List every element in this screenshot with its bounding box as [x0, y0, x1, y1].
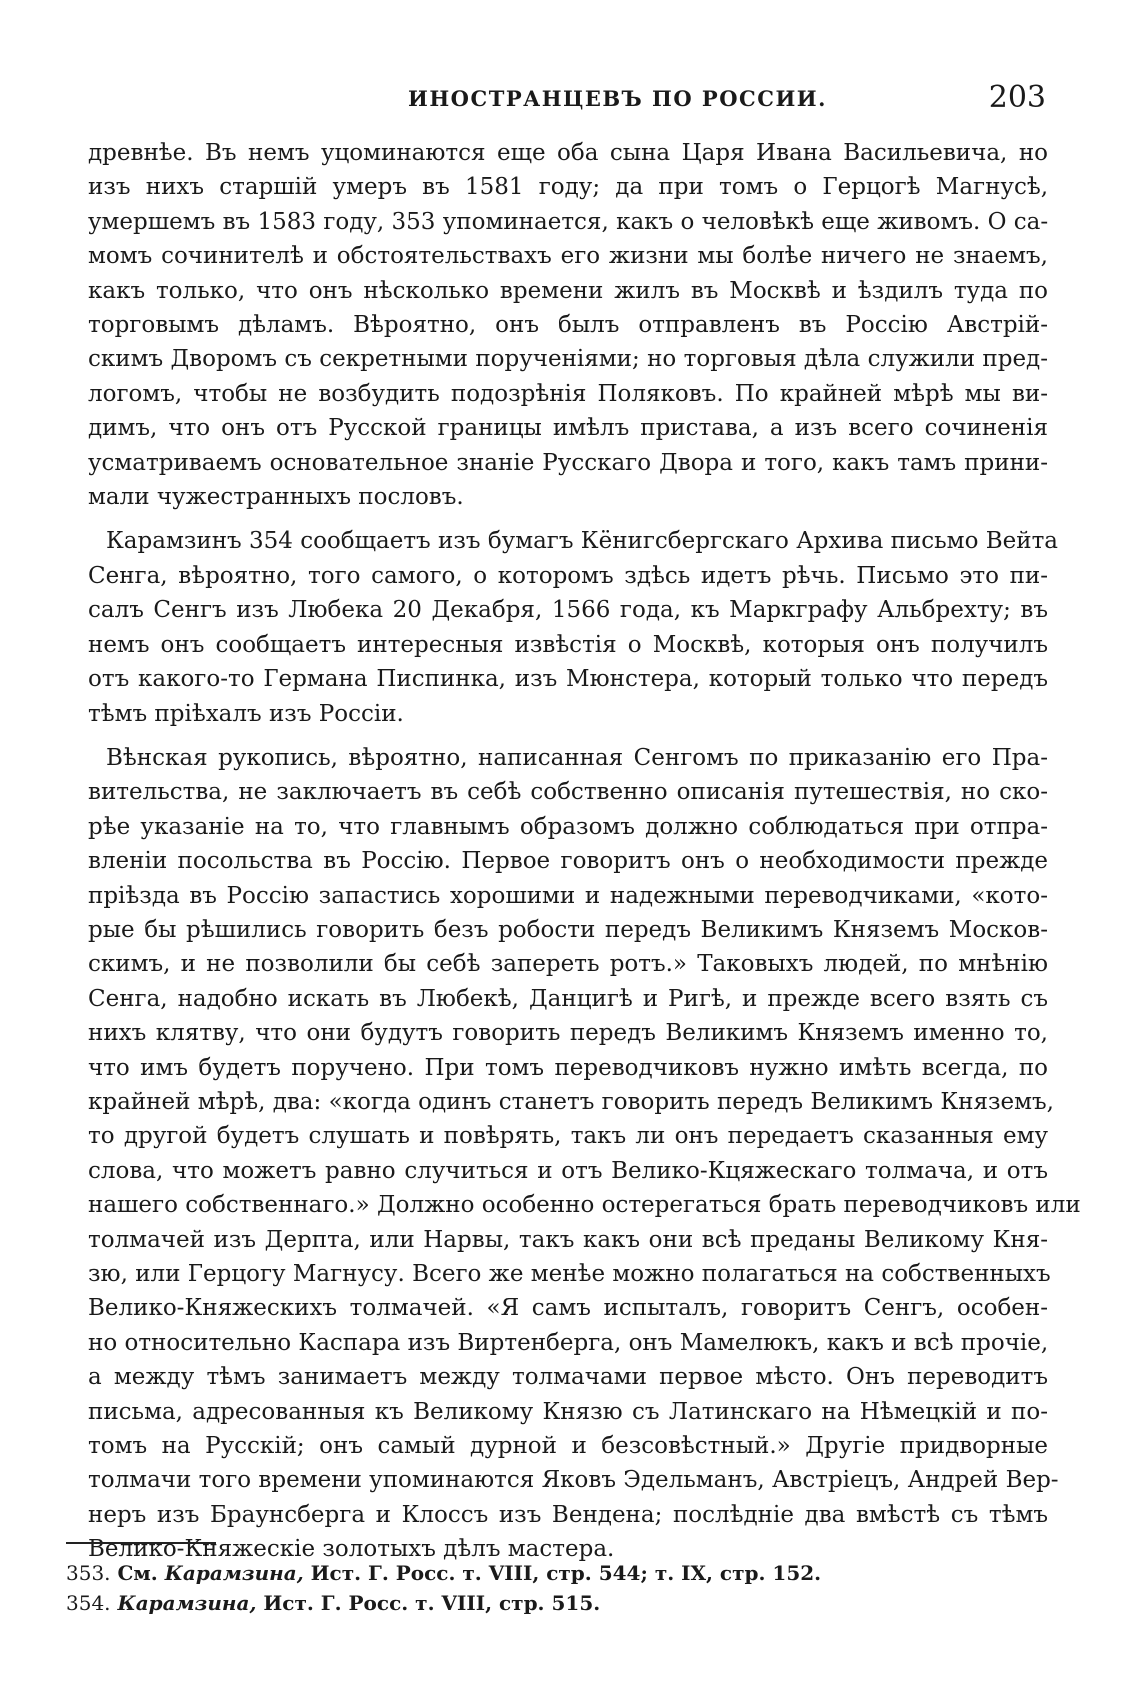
page-number: 203 — [988, 80, 1046, 115]
text-line: неръ изъ Браунсберга и Клоссъ изъ Вендена; послѣдніе два вмѣстѣ съ тѣмъ — [88, 1501, 1048, 1528]
text-line: отъ какого-то Германа Писпинка, изъ Мюнстера, который только что передъ — [88, 666, 1048, 693]
text-line: скимъ Дворомъ съ секретными порученіями; но торговыя дѣла служили пред- — [88, 346, 1048, 373]
text-line: рые бы рѣшились говорить безъ робости передъ Великимъ Княземъ Москов- — [88, 916, 1048, 943]
body-text — [88, 136, 1081, 1577]
text-line: скимъ, и не позволили бы себѣ запереть ротъ.» Таковыхъ людей, по мнѣнію — [88, 951, 1048, 978]
text-line: усматриваемъ основательное знаніе Русскаго Двора и того, какъ тамъ прини- — [88, 449, 1048, 476]
text-line: Велико-Княжескіе золотыхъ дѣлъ мастера. — [88, 1536, 615, 1563]
footnote-citation: Ист. Г. Росс. т. VIII, стр. 515. — [263, 1591, 601, 1615]
footnotes — [66, 1558, 1046, 1618]
footnote-number: 353. — [66, 1561, 111, 1585]
footnote-353 — [66, 1558, 1046, 1588]
text-line: пріѣзда въ Россію запастись хорошими и надежными переводчиками, «кото- — [88, 882, 1048, 909]
paragraph-3 — [88, 741, 1081, 1567]
text-line: рѣе указаніе на то, что главнымъ образомъ должно соблюдаться при отпра- — [88, 813, 1048, 840]
paragraph-2 — [88, 524, 1059, 730]
text-line: толмачей изъ Дерпта, или Нарвы, такъ какъ они всѣ преданы Великому Кня- — [88, 1226, 1048, 1253]
footnote-author: Карамзина, — [164, 1561, 304, 1585]
text-line: что имъ будетъ поручено. При томъ переводчиковъ нужно имѣть всегда, по — [88, 1054, 1048, 1081]
text-line: зю, или Герцогу Магнусу. Всего же менѣе можно полагаться на собственныхъ — [88, 1261, 1051, 1287]
text-line: момъ сочинителѣ и обстоятельствахъ его жизни мы болѣе ничего не знаемъ, — [88, 243, 1048, 270]
footnote-number: 354. — [66, 1591, 111, 1615]
text-line: Сенга, надобно искать въ Любекѣ, Данцигѣ и Ригѣ, и прежде всего взять съ — [88, 985, 1048, 1012]
page-header — [88, 80, 1054, 124]
text-line: древнѣе. Въ немъ уцоминаются еще оба сына Царя Ивана Васильевича, но — [88, 140, 1048, 166]
footnote-author: Карамзина, — [117, 1591, 257, 1615]
footnote-354 — [66, 1588, 1046, 1618]
text-line: слова, что можетъ равно случиться и отъ Велико-Кцяжескаго толмача, и отъ — [88, 1157, 1048, 1184]
text-line: толмачи того времени упоминаются Яковъ Эдельманъ, Австріецъ, Андрей Вер- — [88, 1467, 1059, 1494]
text-line: но относительно Каспара изъ Виртенберга, онъ Мамелюкъ, какъ и всѣ прочіе, — [88, 1329, 1049, 1356]
text-line: Карамзинъ 354 сообщаетъ изъ бумагъ Кёнигсбергскаго Архива письмо Вейта — [106, 528, 1059, 555]
footnote-divider — [66, 1542, 216, 1544]
text-line: логомъ, чтобы не возбудить подозрѣнія Поляковъ. По крайней мѣрѣ мы ви- — [88, 380, 1048, 407]
text-line: изъ нихъ старшій умеръ въ 1581 году; да при томъ о Герцогѣ Магнусѣ, — [88, 174, 1048, 201]
text-line: торговымъ дѣламъ. Вѣроятно, онъ былъ отправленъ въ Россію Австрій- — [88, 312, 1048, 339]
paragraph-1 — [88, 136, 1048, 514]
text-line: тѣмъ пріѣхалъ изъ Россіи. — [88, 700, 404, 727]
text-line: салъ Сенгъ изъ Любека 20 Декабря, 1566 года, къ Маркграфу Альбрехту; въ — [88, 597, 1048, 624]
text-line: вленіи посольства въ Россію. Первое говоритъ онъ о необходимости прежде — [88, 848, 1048, 875]
text-line: умершемъ въ 1583 году, 353 упоминается, какъ о человѣкѣ еще живомъ. О са- — [88, 208, 1049, 235]
running-title: ИНОСТРАНЦЕВЪ ПО РОССИИ. — [408, 86, 827, 111]
text-line: какъ только, что онъ нѣсколько времени жилъ въ Москвѣ и ѣздилъ туда по — [88, 277, 1048, 304]
text-line: Велико-Княжескихъ толмачей. «Я самъ испыталъ, говоритъ Сенгъ, особен- — [88, 1295, 1048, 1322]
text-line: а между тѣмъ занимаетъ между толмачами первое мѣсто. Онъ переводитъ — [88, 1364, 1048, 1391]
text-line: крайней мѣрѣ, два: «когда одинъ станетъ говорить передъ Великимъ Княземъ, — [88, 1088, 1054, 1115]
footnote-pre: См. — [117, 1561, 158, 1585]
text-line: томъ на Русскій; онъ самый дурной и безсовѣстный.» Другіе придворные — [88, 1433, 1048, 1460]
text-line: мали чужестранныхъ пословъ. — [88, 484, 464, 511]
text-line: Вѣнская рукопись, вѣроятно, написанная Сенгомъ по приказанію его Пра- — [106, 744, 1048, 771]
footnote-citation: Ист. Г. Росс. т. VIII, стр. 544; т. IX, стр. 152. — [310, 1561, 822, 1585]
text-line: то другой будетъ слушать и повѣрять, такъ ли онъ передаетъ сказанныя ему — [88, 1123, 1048, 1150]
text-line: нашего собственнаго.» Должно особенно остерегаться брать переводчиковъ или — [88, 1192, 1081, 1219]
text-line: немъ онъ сообщаетъ интересныя извѣстія о Москвѣ, которыя онъ получилъ — [88, 631, 1048, 658]
text-line: нихъ клятву, что они будутъ говорить передъ Великимъ Княземъ именно то, — [88, 1020, 1048, 1047]
text-line: димъ, что онъ отъ Русской границы имѣлъ пристава, а изъ всего сочиненія — [88, 415, 1048, 442]
text-line: вительства, не заключаетъ въ себѣ собственно описанія путешествія, но ско- — [88, 779, 1048, 806]
text-line: письма, адресованныя къ Великому Князю съ Латинскаго на Нѣмецкій и по- — [88, 1398, 1048, 1425]
text-line: Сенга, вѣроятно, того самого, о которомъ здѣсь идетъ рѣчь. Письмо это пи- — [88, 562, 1048, 589]
